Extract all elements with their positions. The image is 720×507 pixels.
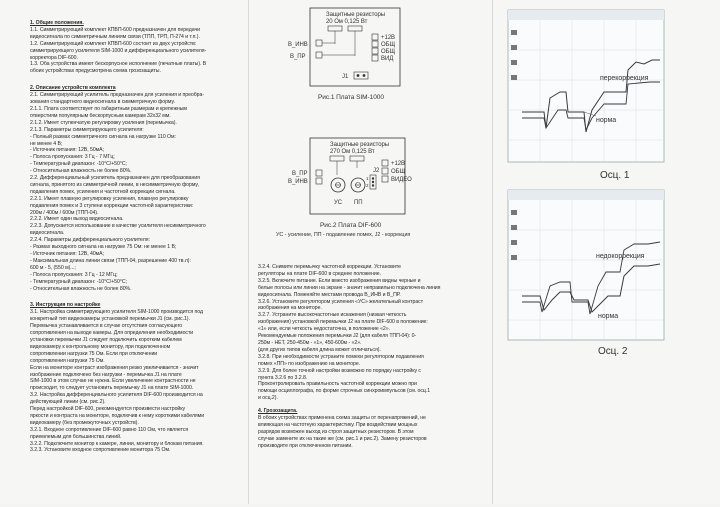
text-line: 3.2. Настройка дифференциального усилителя DIF-600 производится на [30, 392, 203, 399]
text-line: 2.1.3. Параметры симметрирующего усилителя: [30, 126, 144, 133]
text-line: (для других типов кабеля длина может отличаться). [258, 346, 381, 353]
text-line: 2.2.1. Имеет плавную регулировку усиления, плавную регулировку [30, 195, 189, 202]
text-line: влияющая на частотную характеристику. При воздействии мощных [258, 421, 418, 428]
text-line: 1.2. Симметрирующий комплект КПВП-600 состоит из двух устройств: [30, 40, 197, 47]
text-line: видеосигнала по симметричным линиям связи (ТПП, ТРП, П-274 и т.п.). [30, 33, 200, 40]
osc2-caption: Осц. 2 [598, 346, 628, 357]
osc2-label-under: недокоррекция [596, 253, 645, 260]
text-line: 3. Инструкция по настройке [30, 302, 101, 309]
fig1-obsh2: ОБЩ [381, 49, 396, 55]
text-line: действующей линии (см. рис.2). [30, 399, 106, 406]
osc1-screen [508, 10, 664, 162]
text-line: «1» или, если четкость недостаточна, в положение «2». [258, 326, 390, 333]
osc1-caption: Осц. 1 [600, 170, 630, 181]
text-line: и осц.2). [258, 395, 278, 402]
fig2-j2: J2 [373, 168, 380, 174]
fig1-plus12: +12В [381, 35, 395, 41]
text-line: 3.2.6. Установите регулятором усиления «УС» желательный контраст [258, 298, 424, 305]
text-line: сигнала, принятого из симметричной линии, в несимметричную форму, [30, 181, 199, 188]
text-line: 600 м - 5, (550 м)...; [30, 264, 76, 271]
text-line: изображения) установкой перемычки J2 на плате DIF-600 в положение: [258, 319, 428, 326]
figures-area [258, 0, 480, 262]
column-left [30, 14, 240, 454]
text-line: 2.2.3. Допускается использование в качестве усилителя несимметричного [30, 223, 206, 230]
text-line: помощи осциллографа, по форме строчных синхроимпульсов (см. осц.1 [258, 388, 431, 395]
text-line: - Температурный диапазон: -10°C/+50°C; [30, 161, 127, 168]
fig2-j2-pos1: 1 [366, 176, 369, 181]
fig2-v-inv: В_ИНВ [288, 179, 308, 185]
text-line: 2.1.1. Плата соответствует по габаритным размерам и крепежным [30, 105, 187, 112]
text-line: регуляторы на плате DIF-600 в среднее положение. [258, 270, 381, 277]
text-line: 3.2.7. Устраните высокочастотные искажения (низкая четкость [258, 312, 407, 319]
text-line: симметрирующего усилителя SIM-1000 и дифференциального усилителя- [30, 47, 207, 54]
fig2-note: УС - усиление, ПП - подавление помех, J2 - коррекция [276, 232, 411, 238]
spacer [30, 75, 240, 79]
fig1-obsh1: ОБЩ [381, 42, 396, 48]
text-line: 3.1. Настройка симметрирующего усилителя SIM-1000 производится под [30, 309, 203, 316]
text-line: Если на мониторе контраст изображения резко увеличивается - значит [30, 364, 199, 371]
fig2-caption: Рис.2 Плата DIF-600 [320, 222, 382, 229]
text-line: 1.1. Симметрирующий комплект КПВП-600 предназначен для передачи [30, 26, 200, 33]
osc1-label-over: перекоррекция [600, 75, 649, 82]
text-line: не менее 4 В; [30, 140, 63, 147]
text-line: 3.2.9. Для более точной настройки возможно по порядку настройку с [258, 367, 421, 374]
text-line: конкретный тип видеокамеры установкой перемычки J1 (см. рис.1). [30, 316, 190, 323]
text-line: 2.1. Симметрирующий усилитель предназначен для усиления и преобра- [30, 92, 205, 99]
text-line: - Относительная влажность не более 80%. [30, 168, 132, 175]
text-line: отверстиям популярным бескорпусным камерам 32х32 мм. [30, 112, 171, 119]
fig2-protect-label-1: Защитные резисторы [330, 142, 390, 148]
fig1-sim1000-board [288, 8, 400, 101]
text-line: изображение подключено без нагрузки - перемычка J1 на плате [30, 371, 182, 378]
text-line: яркости и контраста на мониторе, подключив к нему короткими кабелями [30, 412, 205, 419]
fig1-v-inv: В_ИНВ [288, 42, 308, 48]
text-line: В обоих устройствах применена схема защиты от перенапряжений, не [258, 415, 426, 422]
text-line: сопротивления на выходе камеры. Для определения необходимости [30, 330, 194, 337]
osc2-label-norm: норма [598, 313, 619, 320]
text-line: помех «ПП» по изображению на мониторе. [258, 360, 361, 367]
text-line: корректора DIF-600. [30, 54, 78, 61]
fig1-v-pr: В_ПР [290, 54, 306, 60]
fig2-video: ВИДЕО [391, 177, 412, 183]
text-line: подавления помех, усиления и частотной коррекции сигнала. [30, 188, 176, 195]
fig1-caption: Рис.1 Плата SIM-1000 [318, 94, 384, 101]
text-line: 2. Описание устройств комплекта [30, 85, 116, 92]
text-line: 2.2.4. Параметры дифференциального усилителя: [30, 237, 150, 244]
text-line: сопротивления нагрузки 75 Ом. [30, 357, 105, 364]
text-line: 1.3. Оба устройства имеют бескорпусное исполнение (печатные платы). В [30, 61, 207, 68]
text-line: - Температурный диапазон: -10°C/+50°C; [30, 278, 127, 285]
fig2-dif600-board [276, 138, 412, 238]
oscillograms [500, 0, 720, 504]
text-line: приемлемым для большинства линий. [30, 433, 122, 440]
spacer [30, 292, 240, 296]
osc2-screen [508, 190, 664, 340]
text-line: случае замените их на такие же (см. рис.1 и рис.2). Замену резисторов [258, 435, 427, 442]
text-line: 2.2.2. Имеет один выход видеосигнала. [30, 216, 124, 223]
fig2-j2-pos2: 2 [366, 183, 369, 188]
text-line: пункта 3.2.6 по 3.2.8. [258, 374, 308, 381]
text-line: SIM-1000 в этом случае не нужна. Если увеличение контрастности не [30, 378, 196, 385]
text-line: - Полоса пропускания: 3 Гц - 12 МГц; [30, 271, 118, 278]
text-line: Проконтролировать правильность частотной коррекции можно при [258, 381, 417, 388]
fig2-pp: ПП [354, 200, 363, 206]
text-line: видеокамеру к контрольному монитору, при подключенном [30, 343, 171, 350]
text-line: белые полосы или линии на экране - значит неправильно подключена линия [258, 284, 441, 291]
text-line: обоих устройствах предусмотрена схема грозозащиты. [30, 68, 161, 75]
fig2-protect-label-2: 270 Ом 0,125 Вт [330, 149, 375, 155]
fig1-protect-label-2: 20 Ом 0,125 Вт [326, 19, 368, 25]
fold-line [248, 0, 249, 504]
text-line: 2.2. Дифференциальный усилитель предназначен для преобразования [30, 175, 200, 182]
text-line: 1. Общие положения. [30, 20, 84, 26]
text-line: 3.2.2. Подключите монитор к камере, линии, монитору и блокам питания. [30, 440, 204, 447]
text-line: 200м / 400м / 600м (ТПП-04). [30, 209, 99, 216]
text-line: - Полоса пропускания: 3 Гц - 7 МГц; [30, 154, 115, 161]
text-line: 3.2.5. Включите питание. Если вместо изображения видны черные и [258, 277, 421, 284]
text-line: происходит, то следует установить перемычку J1 на плате SIM-1000. [30, 385, 194, 392]
text-line: - Источник питания: 12В, 40мА; [30, 251, 104, 257]
fig1-video: ВИД [381, 56, 394, 62]
text-line: 250м - НЕТ, 250-450м - «1», 450-600м - «2». [258, 339, 362, 346]
fig2-v-pr: В_ПР [292, 171, 308, 177]
text-line: видеокамеру (без промежуточных устройств). [30, 419, 139, 426]
text-line: Рекомендуемые положения перемычки J2 (для кабеля ТПП-04): 0- [258, 333, 417, 340]
osc1-label-norm: норма [596, 117, 617, 124]
text-line: - Полный размах симметричного сигнала на нагрузке 110 Ом: [30, 133, 176, 140]
fig2-plus12: +12В [391, 161, 405, 167]
text-line: 3.2.4. Снимите перемычку частотной коррекции. Установите [258, 264, 401, 270]
text-line: установки перемычки J1 следует подключить коротким кабелем [30, 336, 182, 343]
text-line: видеосигнала. Поменяйте местами проводa В_ИНВ и В_ПР. [258, 291, 401, 298]
section-4-title: 4. Грозозащита. [258, 408, 298, 415]
text-line: Перемычка устанавливается в случае отсутствия согласующего [30, 323, 183, 330]
fig1-j1: J1 [342, 74, 349, 80]
text-line: 3.2.3. Установите входное сопротивление монитора 75 Ом. [30, 447, 171, 454]
column-middle [258, 0, 480, 449]
text-line: разрядов возможен выход из строя защитных резисторов. В этом [258, 428, 414, 435]
text-line: производите при отключенном питании. [258, 442, 353, 449]
text-line: - Максимальная длина линии связи (ТПП-04, разрешение 400 тв.л): [30, 257, 191, 264]
middle-text [258, 264, 480, 450]
fig2-obsh: ОБЩ [391, 169, 406, 175]
text-line: - Источник питания: 12В, 50мА; [30, 147, 104, 154]
text-line: видеосигнала. [30, 230, 65, 237]
text-line: изображения на мониторе. [258, 305, 322, 312]
fig1-protect-label-1: Защитные резисторы [326, 12, 386, 18]
text-line: 2.1.2. Имеет ступенчатую регулировку усиления (перемычка). [30, 119, 177, 126]
text-line: - Размах выходного сигнала на нагрузке 75 Ом: не менее 1 В; [30, 244, 177, 251]
text-line: - Относительная влажность не более 80%. [30, 285, 132, 292]
fold-line [492, 0, 493, 504]
text-line: сопротивлении нагрузки 75 Ом. Если при отключении [30, 350, 158, 357]
text-line: подавления помех и 3 ступени коррекции частотной характеристики: [30, 202, 194, 209]
text-line: 3.2.1. Входное сопротивление DIF-600 равно 110 Ом, что является [30, 426, 189, 433]
text-line: зования стандартного видеосигнала в симметричную форму. [30, 99, 175, 106]
text-line: Перед настройкой DIF-600, рекомендуется произвести настройку [30, 406, 186, 413]
fig2-us: УС [334, 200, 343, 206]
column-right [500, 0, 720, 507]
text-line: 3.2.8. При необходимости устраните помехи регулятором подавления [258, 353, 424, 360]
